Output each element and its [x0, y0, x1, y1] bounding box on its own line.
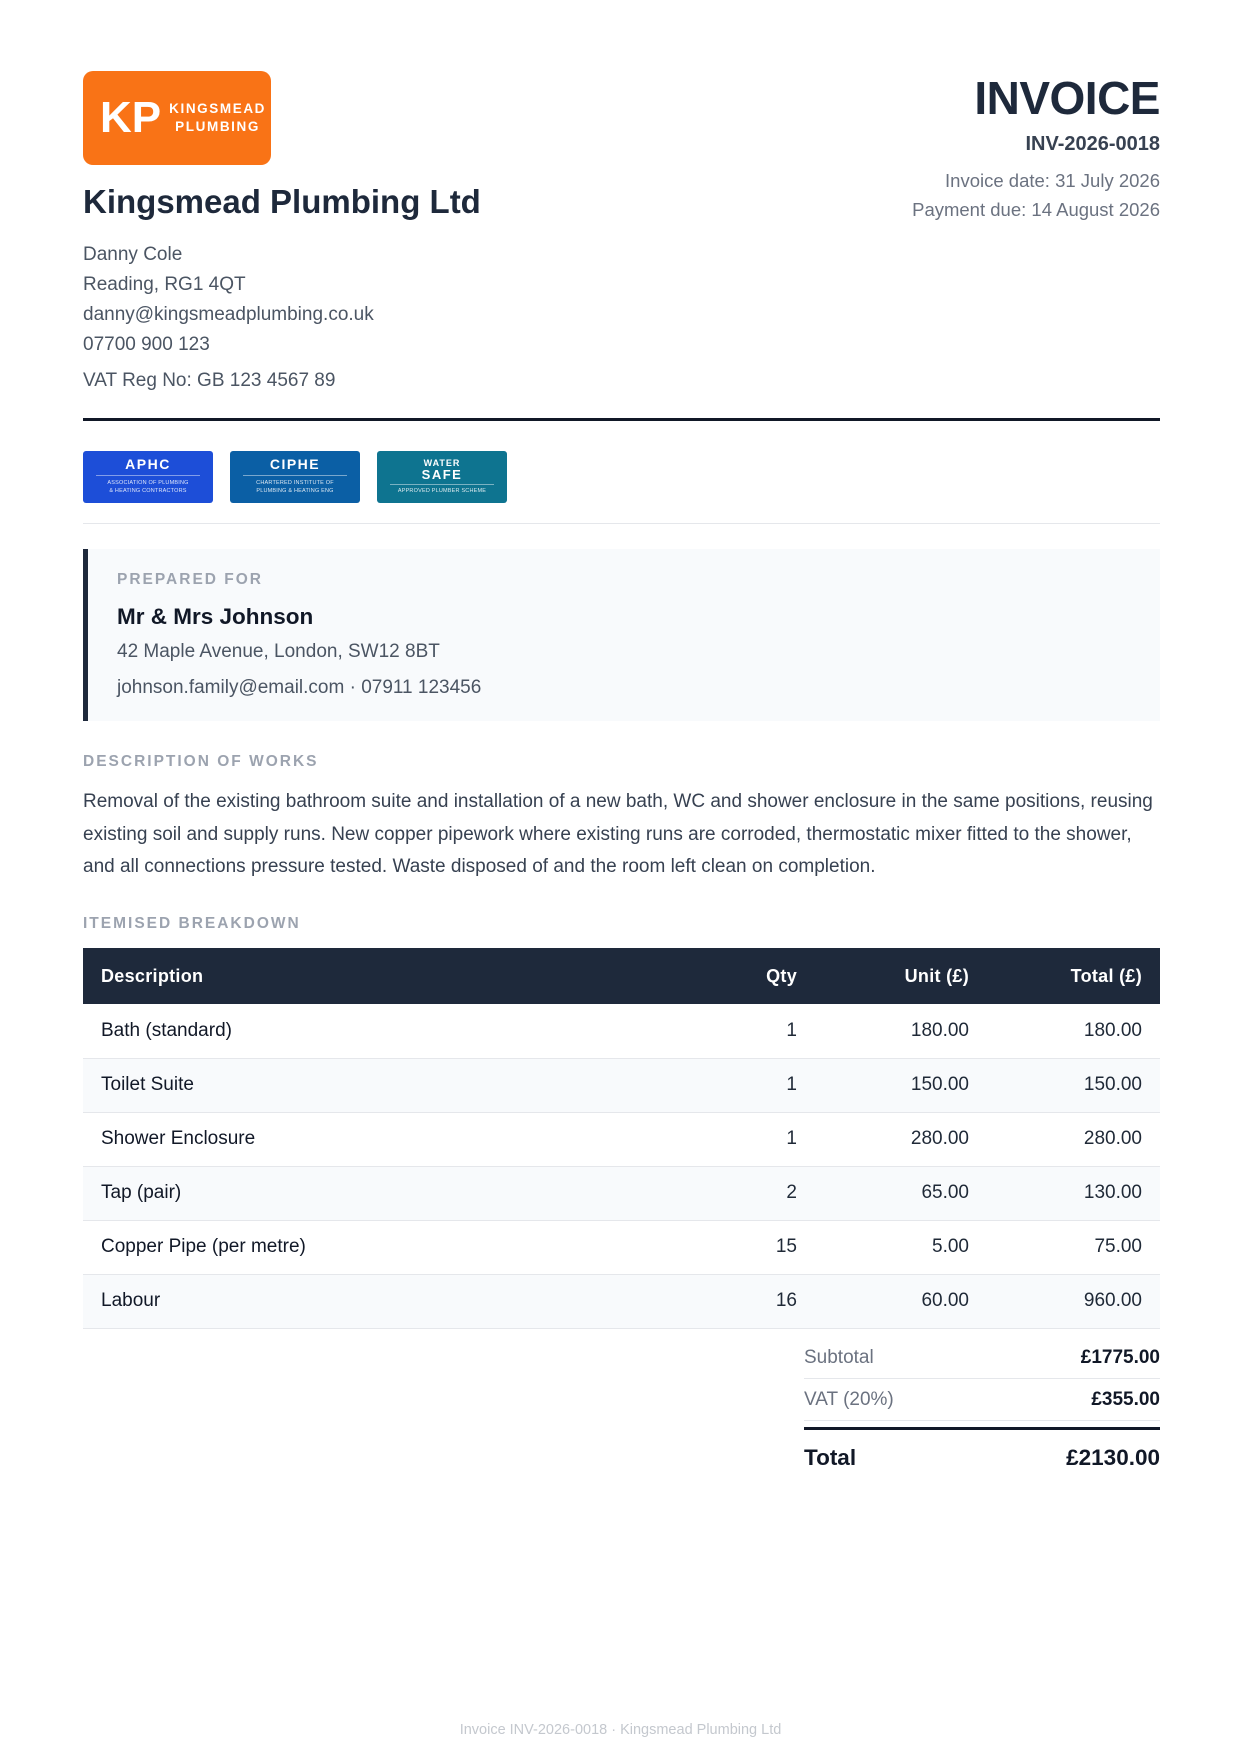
logo-line-2: PLUMBING	[175, 119, 260, 134]
watersafe-badge	[377, 451, 507, 503]
logo-line-1: KINGSMEAD	[169, 101, 267, 116]
vat-number: VAT Reg No: GB 123 4567 89	[83, 370, 336, 391]
contact-email: danny@kingsmeadplumbing.co.uk	[83, 304, 374, 325]
vat-label: VAT (20%)	[804, 1388, 894, 1410]
logo-wordmark	[169, 100, 266, 136]
row-unit: 280.00	[815, 1112, 987, 1166]
header-unit: Unit (£)	[904, 965, 969, 986]
company-name: Kingsmead Plumbing Ltd	[83, 183, 481, 220]
ciphe-badge-sub-1: CHARTERED INSTITUTE OF	[256, 480, 334, 486]
header-qty: Qty	[766, 965, 797, 986]
row-qty: 16	[713, 1274, 815, 1328]
row-unit: 65.00	[815, 1166, 987, 1220]
prepared-for-label: PREPARED FOR	[117, 571, 264, 588]
company-logo	[83, 71, 271, 165]
logo-initials: KP	[100, 93, 162, 142]
ciphe-badge-title: CIPHE	[269, 456, 321, 472]
prepared-for-panel	[83, 549, 1160, 721]
header-description: Description	[101, 965, 204, 986]
row-total: 180.00	[987, 1004, 1160, 1058]
invoice-header	[83, 71, 1160, 421]
row-unit: 5.00	[815, 1220, 987, 1274]
row-total: 150.00	[987, 1058, 1160, 1112]
row-total: 130.00	[987, 1166, 1160, 1220]
ciphe-badge-sub-2: PLUMBING & HEATING ENG	[256, 488, 334, 494]
vat-row	[804, 1379, 1160, 1421]
table-row	[83, 1112, 1160, 1166]
watersafe-badge-top: WATER	[423, 458, 461, 468]
row-description: Shower Enclosure	[83, 1112, 713, 1166]
table-row	[83, 1274, 1160, 1328]
row-description: Bath (standard)	[83, 1004, 713, 1058]
row-qty: 2	[713, 1166, 815, 1220]
invoice-page	[83, 71, 1160, 1470]
badges-divider	[83, 523, 1160, 524]
aphc-badge-sub-2: & HEATING CONTRACTORS	[109, 488, 187, 494]
payment-due: Payment due: 14 August 2026	[912, 199, 1160, 220]
invoice-date: Invoice date: 31 July 2026	[945, 170, 1160, 191]
row-qty: 1	[713, 1112, 815, 1166]
client-name: Mr & Mrs Johnson	[117, 604, 314, 629]
grand-total-row	[804, 1427, 1160, 1483]
company-contact	[83, 240, 374, 396]
row-description: Copper Pipe (per metre)	[83, 1220, 713, 1274]
aphc-badge-sub-1: ASSOCIATION OF PLUMBING	[107, 480, 189, 486]
row-total: 960.00	[987, 1274, 1160, 1328]
row-qty: 15	[713, 1220, 815, 1274]
subtotal-label: Subtotal	[804, 1346, 874, 1368]
items-header-row	[83, 948, 1160, 1004]
client-address: 42 Maple Avenue, London, SW12 8BT	[117, 641, 440, 662]
works-description: Removal of the existing bathroom suite and installation of a new bath, WC and shower enclosure in the same positions, reusing existing soil and supply runs. New copper pipework where existing runs are corroded, thermostatic mixer fitted to the shower, and all connections pressure tested. Waste disposed of and the room left clean on completion.	[83, 791, 1153, 877]
items-table	[83, 948, 1160, 1329]
row-description: Tap (pair)	[83, 1166, 713, 1220]
header-total: Total (£)	[1070, 965, 1142, 986]
itemised-label: ITEMISED BREAKDOWN	[83, 915, 301, 932]
row-description: Labour	[83, 1274, 713, 1328]
row-unit: 150.00	[815, 1058, 987, 1112]
page-footer: Invoice INV-2026-0018 · Kingsmead Plumbing Ltd	[459, 1722, 782, 1738]
accreditation-badges	[83, 451, 507, 503]
table-row	[83, 1058, 1160, 1112]
subtotal-value: £1775.00	[1080, 1346, 1160, 1368]
total-value: £2130.00	[1066, 1444, 1160, 1470]
watersafe-badge-title: SAFE	[421, 467, 463, 482]
row-unit: 60.00	[815, 1274, 987, 1328]
totals-block	[804, 1337, 1160, 1483]
ciphe-badge	[230, 451, 360, 503]
contact-location: Reading, RG1 4QT	[83, 274, 246, 295]
invoice-title: INVOICE	[974, 72, 1160, 124]
subtotal-row	[804, 1337, 1160, 1379]
header-divider	[83, 418, 1160, 421]
row-total: 75.00	[987, 1220, 1160, 1274]
aphc-badge-title: APHC	[125, 456, 171, 472]
table-row	[83, 1166, 1160, 1220]
table-row	[83, 1220, 1160, 1274]
client-contact: johnson.family@email.com · 07911 123456	[117, 677, 482, 698]
table-row	[83, 1004, 1160, 1058]
works-label: DESCRIPTION OF WORKS	[83, 753, 319, 770]
invoice-number: INV-2026-0018	[1025, 133, 1160, 155]
row-qty: 1	[713, 1004, 815, 1058]
row-unit: 180.00	[815, 1004, 987, 1058]
total-label: Total	[804, 1444, 857, 1470]
row-description: Toilet Suite	[83, 1058, 713, 1112]
invoice-dates	[912, 166, 1160, 224]
contact-phone: 07700 900 123	[83, 334, 210, 355]
vat-value: £355.00	[1091, 1388, 1160, 1410]
contact-name: Danny Cole	[83, 244, 183, 265]
row-total: 280.00	[987, 1112, 1160, 1166]
row-qty: 1	[713, 1058, 815, 1112]
watersafe-badge-sub: APPROVED PLUMBER SCHEME	[397, 488, 487, 494]
aphc-badge	[83, 451, 213, 503]
